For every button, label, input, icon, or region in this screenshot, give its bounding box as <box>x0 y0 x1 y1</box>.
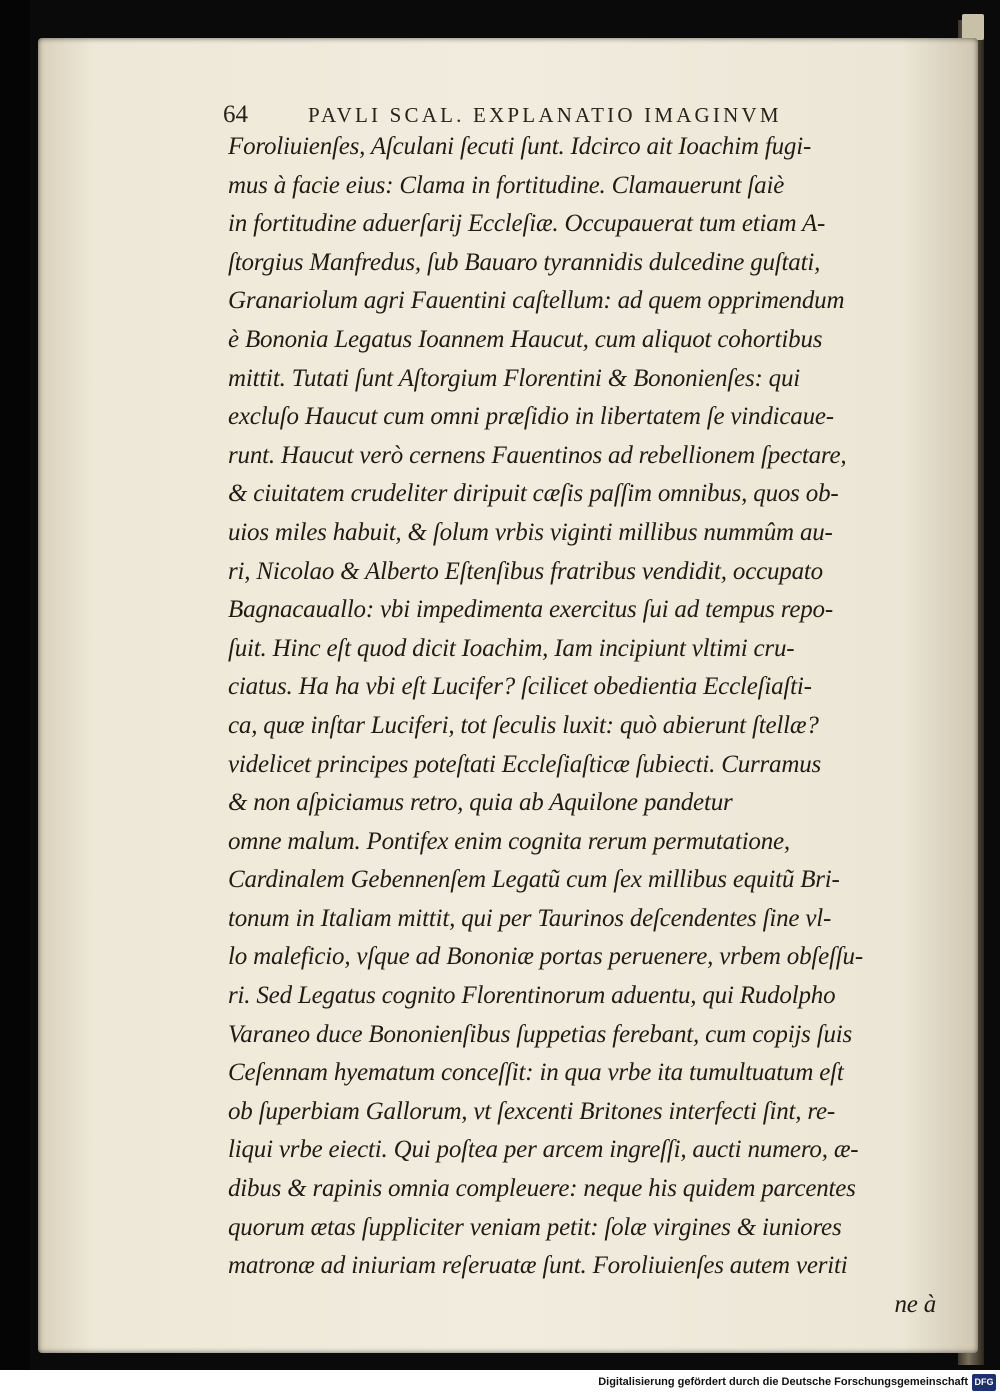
text-line: excluſo Haucut cum omni præſidio in libertatem ſe vindicaue- <box>228 403 834 431</box>
text-line: ſuit. Hinc eſt quod dicit Ioachim, Iam incipiunt vltimi cru- <box>228 634 795 662</box>
text-line: Foroliuienſes, Aſculani ſecuti ſunt. Idcirco ait Ioachim fugi- <box>228 133 812 160</box>
text-line: Ceſennam hyematum conceſſit: in qua vrbe ita tumultuatum eſt <box>228 1059 844 1087</box>
text-line: & non aſpiciamus retro, quia ab Aquilone pandetur <box>228 789 733 817</box>
body-text <box>228 128 958 1324</box>
text-line: è Bononia Legatus Ioannem Haucut, cum aliquot cohortibus <box>228 325 823 353</box>
text-line: Cardinalem Gebennenſem Legatũ cum ſex millibus equitũ Bri- <box>228 866 840 894</box>
text-line: ob ſuperbiam Gallorum, vt ſexcenti Britones interfecti ſint, re- <box>228 1097 835 1125</box>
text-line: ca, quæ inſtar Luciferi, tot ſeculis luxit: quò abierunt ſtellæ? <box>228 711 819 739</box>
scan-background <box>0 0 30 1370</box>
dfg-logo-icon: DFG <box>972 1374 996 1391</box>
running-head <box>223 98 883 132</box>
text-line: videlicet principes poteſtati Eccleſiaſticæ ſubiecti. Curramus <box>228 750 822 778</box>
text-line: in fortitudine aduerſarij Eccleſiæ. Occupauerat tum etiam A- <box>228 210 826 238</box>
text-line: dibus & rapinis omnia compleuere: neque his quidem parcentes <box>228 1175 856 1203</box>
text-line: uios miles habuit, & ſolum vrbis viginti millibus nummûm au- <box>228 518 833 546</box>
text-line: tonum in Italiam mittit, qui per Taurinos deſcendentes ſine vl- <box>228 904 832 932</box>
text-line: quorum ætas ſuppliciter veniam petit: ſolæ virgines & iuniores <box>228 1213 842 1241</box>
text-line: omne malum. Pontifex enim cognita rerum permutatione, <box>228 827 790 855</box>
text-line: & ciuitatem crudeliter diripuit cæſis paſſim omnibus, quos ob- <box>228 480 839 508</box>
footer-bar <box>0 1370 1000 1396</box>
text-line: matronæ ad iniuriam reſeruatæ ſunt. Foroliuienſes autem veriti <box>228 1252 848 1280</box>
text-line: ciatus. Ha ha vbi eſt Lucifer? ſcilicet obedientia Eccleſiaſti- <box>228 673 812 701</box>
text-line: ri, Nicolao & Alberto Eſtenſibus fratribus vendidit, occupato <box>228 557 823 585</box>
text-line: Bagnacauallo: vbi impedimenta exercitus ſui ad tempus repo- <box>228 596 833 624</box>
text-line: Varaneo duce Bononienſibus ſuppetias ferebant, cum copijs ſuis <box>228 1020 853 1048</box>
text-line: mittit. Tutati ſunt Aſtorgium Florentini & Bononienſes: qui <box>228 364 801 392</box>
text-line: runt. Haucut verò cernens Fauentinos ad rebellionem ſpectare, <box>228 441 847 469</box>
text-line: ri. Sed Legatus cognito Florentinorum aduentu, qui Rudolpho <box>228 982 836 1010</box>
running-head-title: PAVLI SCAL. EXPLANATIO IMAGINVM <box>308 102 782 127</box>
text-line: liqui vrbe eiecti. Qui poſtea per arcem ingreſſi, aucti numero, æ- <box>228 1136 859 1164</box>
funding-credit: Digitalisierung gefördert durch die Deutsche Forschungsgemeinschaft <box>598 1376 968 1388</box>
text-line: lo maleficio, vſque ad Bononiæ portas peruenere, vrbem obſeſſu- <box>228 943 863 971</box>
page-corner <box>962 14 984 40</box>
page-number: 64 <box>223 101 248 128</box>
text-line: ſtorgius Manfredus, ſub Bauaro tyrannidis dulcedine guſtati, <box>228 248 821 276</box>
catchword: ne à <box>894 1290 936 1318</box>
text-line: Granariolum agri Fauentini caſtellum: ad quem opprimendum <box>228 287 845 315</box>
text-line: mus à facie eius: Clama in fortitudine. Clamauerunt ſaiè <box>228 171 785 199</box>
